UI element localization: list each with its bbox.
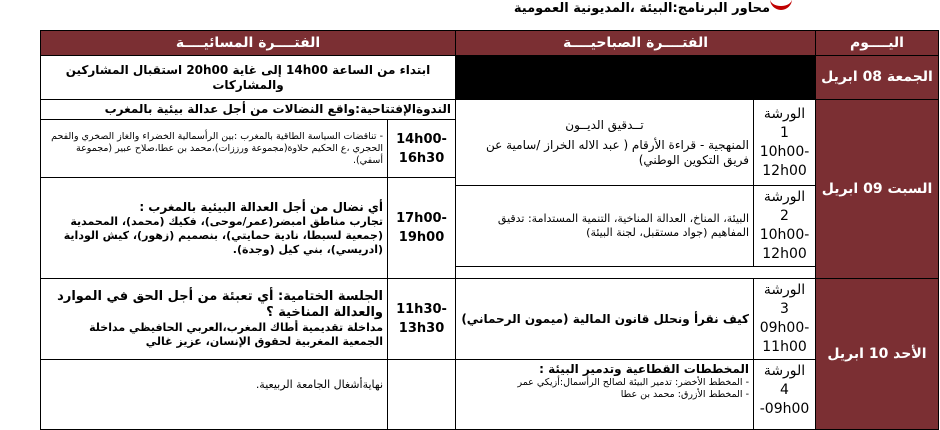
column-header-morning: الفتــــرة الصباحيــــة bbox=[456, 31, 816, 56]
workshop-3: كيف نقرأ ونحلل قانون المالية (ميمون الرحماني) bbox=[456, 279, 754, 360]
column-header-day: اليــــوم bbox=[816, 31, 939, 56]
workshop-2: البيئة، المناخ، العدالة المناخية، التنمية المستدامة: تدقيق المفاهيم (جواد مستقبل، لجنة البيئة) bbox=[456, 186, 754, 267]
session-time: 17h00- 19h00 bbox=[388, 178, 456, 279]
workshop-time: 09h00- bbox=[759, 401, 810, 417]
table-row bbox=[41, 360, 939, 430]
workshop-body: المنهجية - قراءة الأرقام ( عبد الاله الخراز /سامية عن فريق التكوين الوطني) bbox=[486, 137, 750, 167]
day-friday: الجمعة 08 ابريل bbox=[816, 56, 939, 100]
workshop-1 bbox=[456, 100, 754, 186]
session-title: أي نضال من أجل العدالة البيئية بالمغرب : bbox=[139, 199, 384, 214]
workshop-4 bbox=[456, 360, 754, 430]
workshop-1-label bbox=[754, 100, 816, 186]
workshop-title: تــدقيق الديــون bbox=[565, 117, 644, 132]
column-header-evening: الفتــــرة المسائيــــة bbox=[41, 31, 456, 56]
session-body bbox=[41, 178, 388, 279]
workshop-body-2: - المخطط الأزرق: محمد بن عطا bbox=[620, 389, 750, 400]
logo-mark bbox=[770, 0, 792, 10]
workshop-4-label bbox=[754, 360, 816, 430]
workshop-title: المخططات القطاعية وتدمير البيئة : bbox=[539, 362, 750, 376]
workshop-label: الورشة 3 bbox=[763, 282, 806, 317]
friday-evening: ابتداء من الساعة 14h00 إلى غاية 20h00 استقبال المشاركين والمشاركات bbox=[41, 56, 456, 100]
session-time: 11h30- 13h30 bbox=[388, 279, 456, 360]
session-text: مداخلة تقديمية أطاك المغرب،العربي الحافيظي مداخلة الجمعية المغربية لحقوق الإنسان، عزيز غالي bbox=[89, 321, 384, 348]
table-row bbox=[41, 279, 939, 360]
session-body: - تناقضات السياسة الطاقية بالمغرب :بين الرأسمالية الخضراء والغاز الصخري والفحم الحجري ،ع الحكيم حلاوة(مجموعة ورززات)،محمد بن عطا،صلاح عبير (مجموعة أسفي). bbox=[41, 120, 388, 178]
morning-empty bbox=[456, 56, 816, 100]
session-time bbox=[388, 360, 456, 430]
table-row bbox=[41, 56, 939, 100]
session-time: 14h00- 16h30 bbox=[388, 120, 456, 178]
workshop-label: الورشة 2 bbox=[763, 189, 806, 224]
schedule-table bbox=[40, 30, 939, 430]
day-saturday: السبت 09 ابريل bbox=[816, 100, 939, 279]
workshop-time: 10h00- 12h00 bbox=[759, 227, 810, 262]
session-body bbox=[41, 279, 388, 360]
workshop-body: - المخطط الأخضر: تدمير البيئة لصالح الرأسمال:أزيكي عمر bbox=[517, 377, 750, 388]
program-axes: محاور البرنامج:البيئة ،المديونية العمومية bbox=[513, 1, 770, 16]
workshop-3-label bbox=[754, 279, 816, 360]
workshop-label: الورشة 4 bbox=[763, 363, 806, 398]
header-row bbox=[41, 31, 939, 56]
table-row bbox=[41, 100, 939, 120]
day-sunday: الأحد 10 ابريل bbox=[816, 279, 939, 430]
closing-note: نهايةأشغال الجامعة الربيعية. bbox=[41, 360, 388, 430]
session-text: تجارب مناطق امبضر(عمر/موحى)، فكيك (محمد)، المحمدية (جمعية لسبطا، نادية حمايتي)، بنصميم (زهور)، كيش الوداية (ادريسي)، بني كيل (وجدة). bbox=[63, 214, 384, 256]
session-title: الجلسة الختامية: أي تعبئة من أجل الحق في الموارد والعدالة المناخية ؟ bbox=[57, 289, 384, 320]
workshop-time: 09h00- 11h00 bbox=[759, 320, 810, 355]
opening-session: الندوةالإفتتاحية:واقع النضالات من أجل عدالة بيئية بالمغرب bbox=[41, 100, 456, 120]
workshop-label: الورشة 1 bbox=[763, 105, 806, 141]
workshop-time: 10h00- 12h00 bbox=[759, 143, 810, 179]
workshop-2-label bbox=[754, 186, 816, 267]
